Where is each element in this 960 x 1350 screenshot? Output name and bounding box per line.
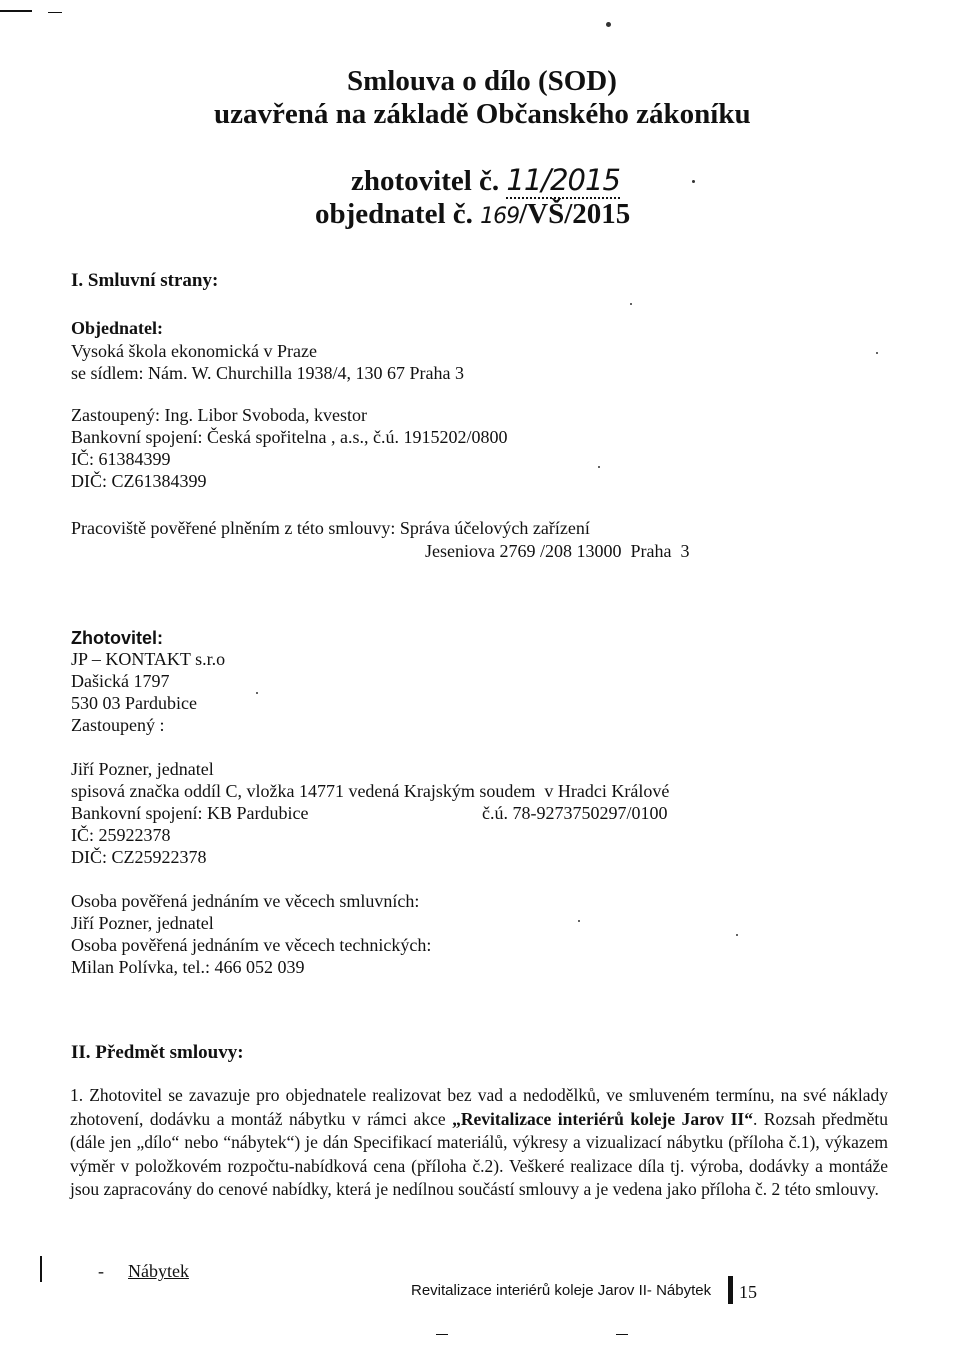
- footer-left-mark: [40, 1256, 42, 1282]
- client-dic: DIČ: CZ61384399: [71, 471, 207, 491]
- contractor-registry: spisová značka oddíl C, vložka 14771 vedená Krajským soudem v Hradci Králové: [71, 781, 670, 801]
- contract-person: Jiří Pozner, jednatel: [71, 913, 214, 933]
- contractor-street: Dašická 1797: [71, 671, 170, 691]
- subject-paragraph: [70, 1084, 888, 1202]
- footer-page-number: 15: [739, 1282, 757, 1302]
- section-1-heading: I. Smluvní strany:: [71, 270, 219, 291]
- technical-person-label: Osoba pověřená jednáním ve věcech technických:: [71, 935, 432, 955]
- client-number-suffix: /VŠ/2015: [519, 198, 631, 230]
- section-2-heading: II. Předmět smlouvy:: [71, 1042, 244, 1063]
- client-ic: IČ: 61384399: [71, 449, 171, 469]
- scan-speck: [692, 180, 695, 183]
- subject-paragraph-start: 1. Zhotovitel se zavazuje pro objednatele realizovat bez vad a nedodělků, ve smluveném termínu, na své náklady zhotovení, dodávku a montáž nábytku v rámci akce: [70, 1085, 888, 1129]
- client-name: Vysoká škola ekonomická v Praze: [71, 341, 317, 361]
- document-title-line2: uzavřená na základě Občanského zákoníku: [214, 98, 751, 130]
- client-label: Objednatel:: [71, 318, 163, 338]
- footer-dash: -: [98, 1261, 104, 1281]
- contractor-bank: Bankovní spojení: KB Pardubice: [71, 803, 309, 823]
- contractor-represented: Zastoupený :: [71, 715, 165, 735]
- client-number-handwritten: 169: [480, 204, 520, 229]
- client-number-prefix: objednatel č.: [315, 198, 481, 230]
- contractor-dic: DIČ: CZ25922378: [71, 847, 207, 867]
- footer-dash-mark: [616, 1334, 628, 1335]
- document-title-line1: Smlouva o dílo (SOD): [347, 65, 617, 97]
- client-number-line: [315, 197, 630, 234]
- scan-speck: [256, 692, 258, 694]
- client-represented: Zastoupený: Ing. Libor Svoboda, kvestor: [71, 405, 367, 425]
- client-workplace-line2: Jeseniova 2769 /208 13000 Praha 3: [425, 541, 690, 561]
- scan-speck: [736, 934, 738, 936]
- scan-speck: [630, 303, 632, 305]
- subject-paragraph-project: „Revitalizace interiérů koleje Jarov II“: [452, 1108, 753, 1129]
- contractor-city: 530 03 Pardubice: [71, 693, 197, 713]
- scan-edge-line: [0, 10, 32, 12]
- scan-speck: [578, 920, 580, 922]
- client-workplace-line1: Pracoviště pověřené plněním z této smlouvy: Správa účelových zařízení: [71, 518, 590, 538]
- contractor-number-handwritten: 11/2015: [506, 163, 620, 197]
- contractor-number-line: [351, 163, 620, 198]
- contractor-bank-account: č.ú. 78-9273750297/0100: [482, 803, 668, 823]
- contractor-ic: IČ: 25922378: [71, 825, 171, 845]
- client-bank: Bankovní spojení: Česká spořitelna , a.s., č.ú. 1915202/0800: [71, 427, 508, 447]
- scan-speck: [606, 22, 611, 27]
- technical-person: Milan Polívka, tel.: 466 052 039: [71, 957, 305, 977]
- client-address: se sídlem: Nám. W. Churchilla 1938/4, 130 67 Praha 3: [71, 363, 464, 383]
- footer-tab-label: Nábytek: [128, 1261, 189, 1281]
- contract-person-label: Osoba pověřená jednáním ve věcech smluvních:: [71, 891, 420, 911]
- scan-speck: [876, 352, 878, 354]
- footer-page-bar: [728, 1276, 733, 1304]
- scan-speck: [598, 466, 600, 468]
- contractor-name: JP – KONTAKT s.r.o: [71, 649, 226, 669]
- scan-edge-line: [48, 12, 62, 13]
- subject-paragraph-end: . Rozsah předmětu (dále jen „dílo“ nebo “nábytek“) je dán Specifikací materiálů, výkresy a vizualizací nábytku (příloha č.1), výkazem výměr v položkovém rozpočtu-nabídková cena (příloha č.2). Veškeré realizace díla tj. výroba, dodávky a montáže jsou zapracovány do cenové nabídky, která je nedílnou součástí smlouvy a je vedena jako příloha č. 2 této smlouvy.: [70, 1108, 888, 1199]
- footer-running-title: Revitalizace interiérů koleje Jarov II- Nábytek: [411, 1282, 712, 1299]
- contractor-number-prefix: zhotovitel č.: [351, 165, 507, 197]
- contractor-person: Jiří Pozner, jednatel: [71, 759, 214, 779]
- footer-dash-mark: [436, 1334, 448, 1335]
- contractor-label: Zhotovitel:: [71, 628, 163, 648]
